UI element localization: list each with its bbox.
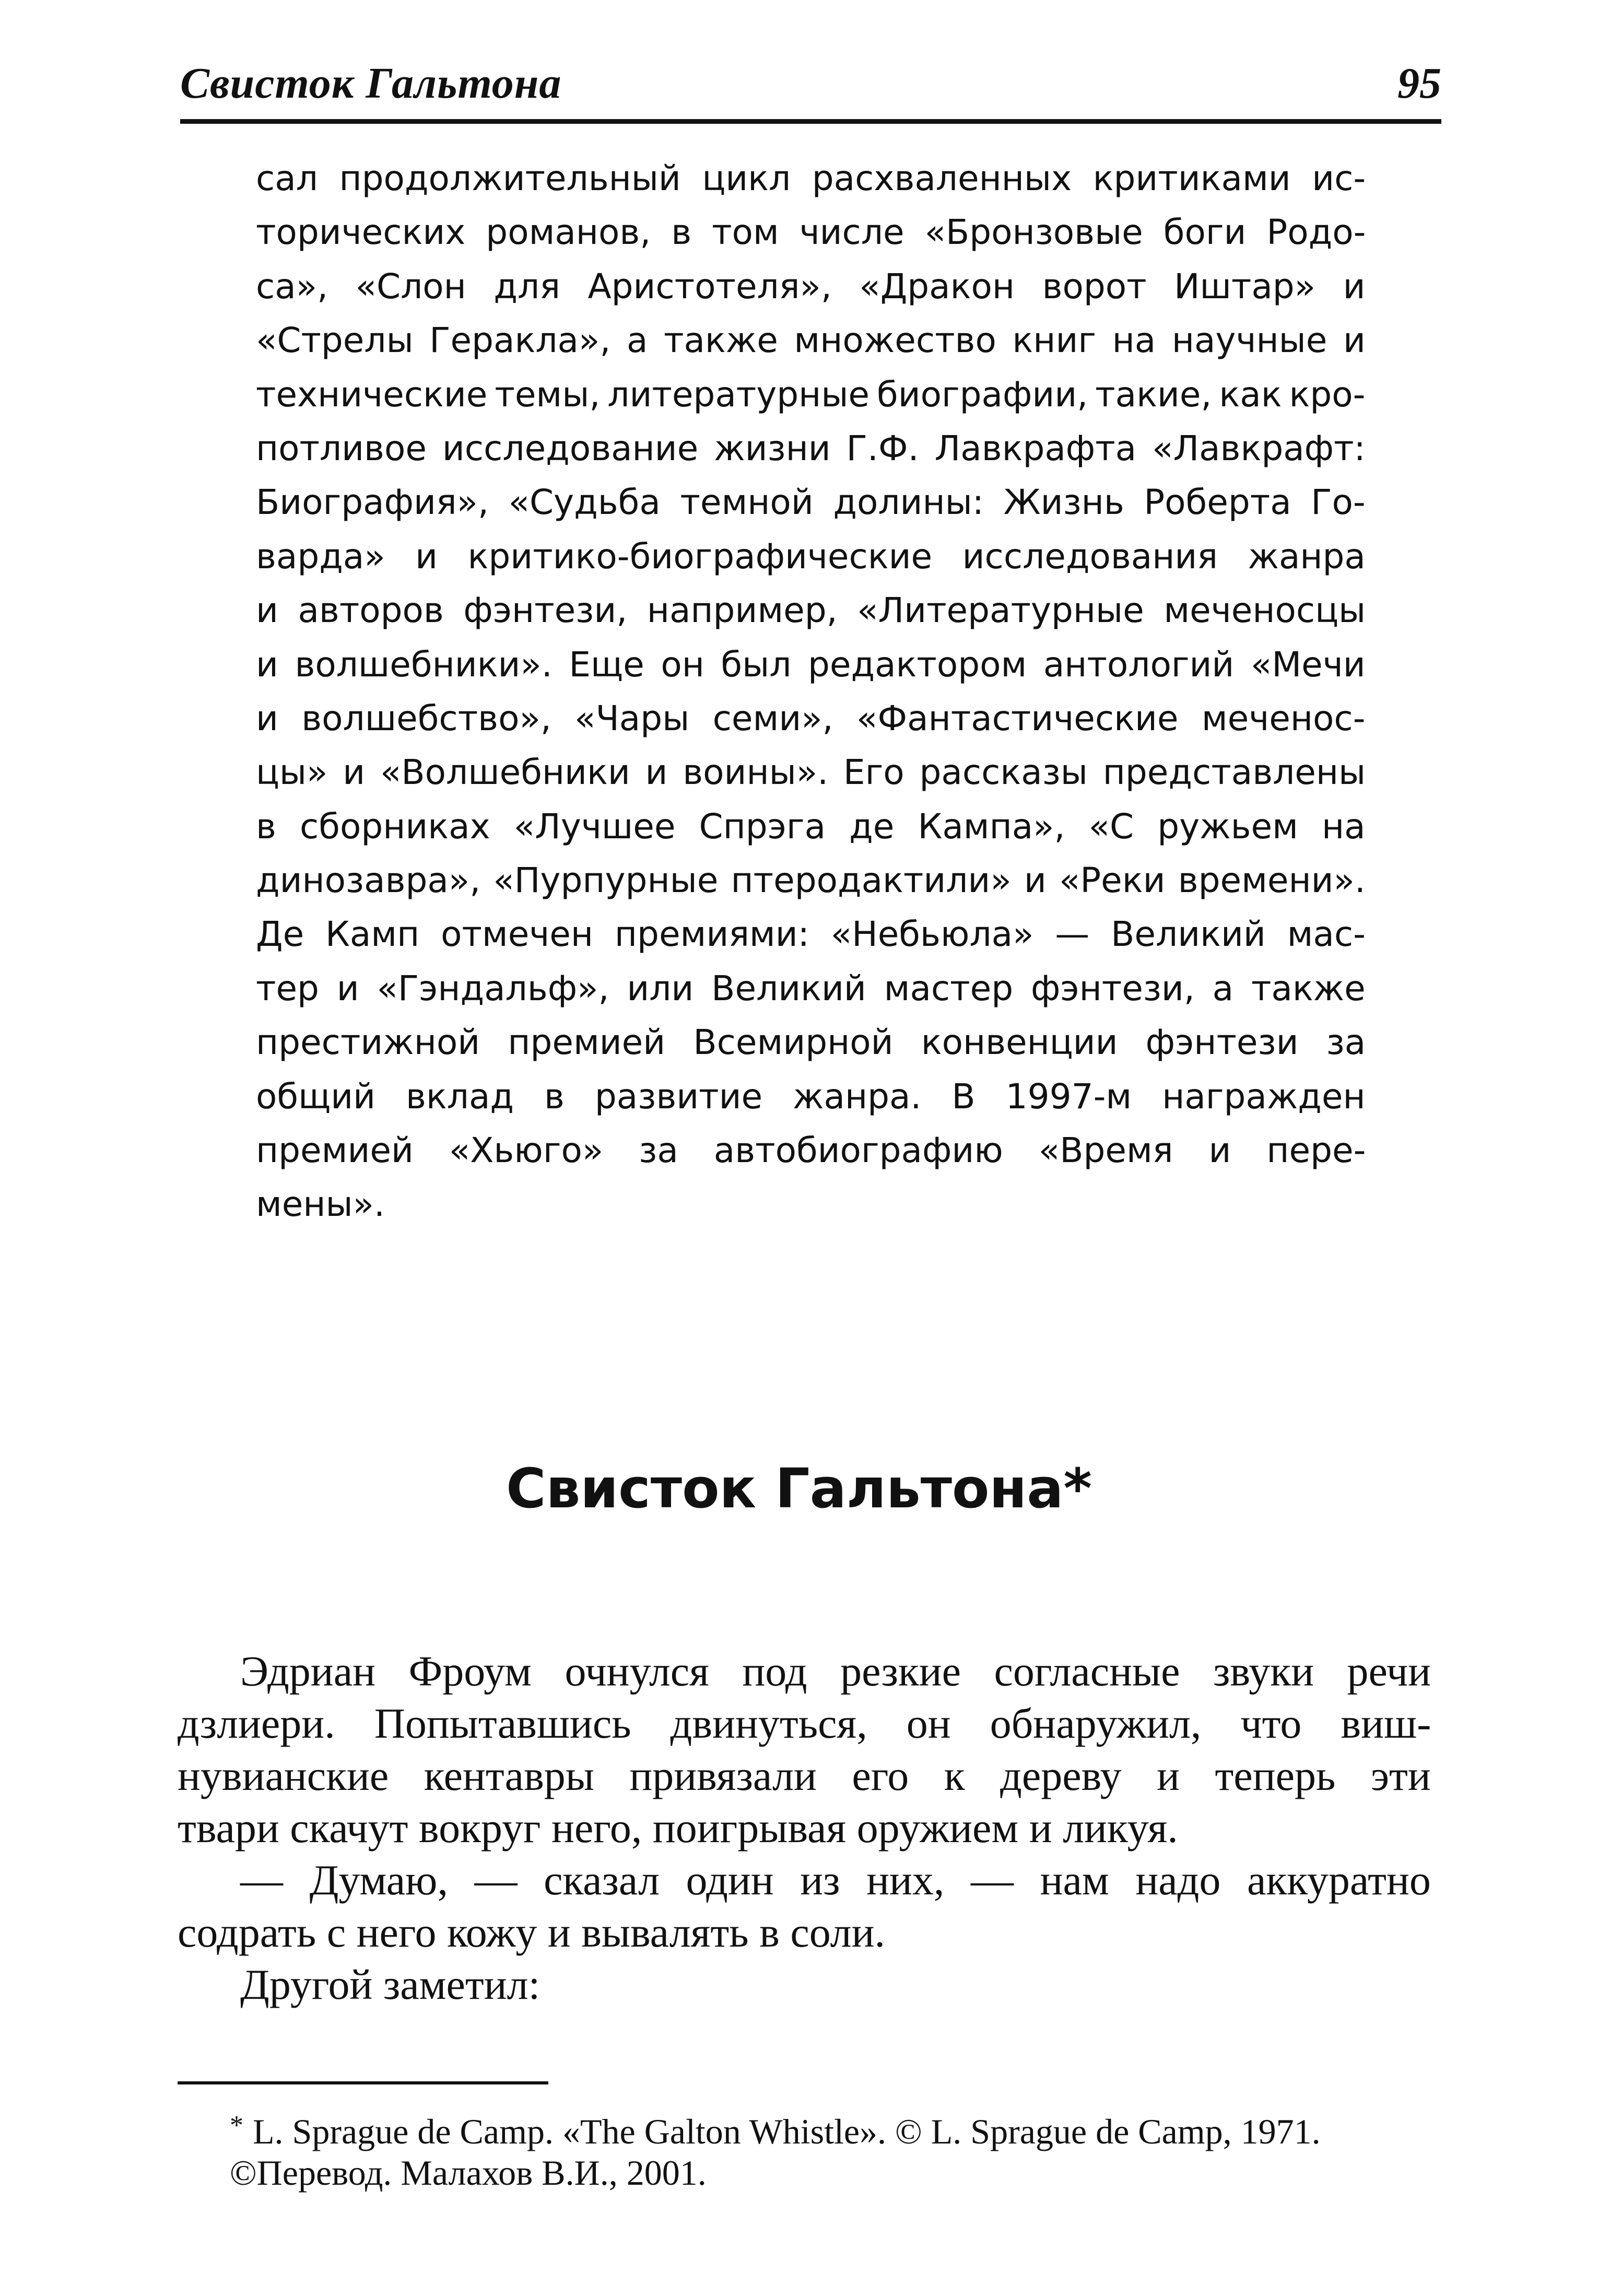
bio-line-text: са», «Слон для Аристотеля», «Дракон ворот Иштар» и [256,266,1366,307]
header-rule [180,119,1441,124]
bio-line [256,745,1366,799]
footnote-line [230,2102,1431,2149]
bio-line [256,475,1366,529]
bio-line [256,368,1366,421]
footnote-mark: * [230,2111,243,2140]
author-bio-paragraph [256,151,1366,1232]
story-line: дзлиери. Попытавшись двинуться, он обнаружил, что виш- [178,1700,1431,1747]
bio-line-text: и волшебство», «Чары семи», «Фантастические меченос- [256,698,1366,739]
bio-line [256,800,1366,853]
footnote-citation: L. Sprague de Camp. «The Galton Whistle». © L. Sprague de Camp, 1971. [253,2112,1321,2151]
bio-line [256,530,1366,583]
bio-line-text: торических романов, в том числе «Бронзовые боги Родо- [256,212,1366,253]
bio-line-text: престижной премией Всемирной конвенции фэнтези за [256,1022,1366,1063]
bio-line [256,260,1366,313]
bio-line [256,638,1366,692]
bio-line-text: Биография», «Судьба темной долины: Жизнь Роберта Го- [256,482,1366,523]
bio-line [256,1177,1366,1231]
bio-line-text: «Стрелы Геракла», а также множество книг на научные и [256,320,1366,361]
page-number: 95 [1397,59,1441,108]
bio-line-text: технические темы, литературные биографии, такие, как кро- [256,374,1366,415]
bio-line-text: в сборниках «Лучшее Спрэга де Кампа», «С ружьем на [256,806,1366,847]
running-header [180,55,1441,112]
bio-line [256,151,1366,205]
bio-line-text: цы» и «Волшебники и воины». Его рассказы представлены [256,752,1366,793]
bio-line [256,205,1366,259]
bio-line [256,962,1366,1015]
bio-line [256,421,1366,475]
bio-line-text: общий вклад в развитие жанра. В 1997-м награжден [256,1076,1366,1117]
bio-line-text: мены». [256,1184,385,1225]
story-title: Свисток Гальтона* [506,1457,1092,1520]
bio-line-text: и волшебники». Еще он был редактором антологий «Мечи [256,644,1366,685]
bio-line [256,313,1366,367]
story-line: содрать с него кожу и вывалять в соли. [178,1908,885,1956]
footnote-translation: ©Перевод. Малахов В.И., 2001. [230,2153,707,2193]
story-line: — Думаю, — сказал один из них, — нам надо аккуратно [240,1856,1431,1904]
footnote [230,2102,1431,2196]
story-line: нувианские кентавры привязали его к дереву и теперь эти [178,1752,1431,1799]
story-line: Другой заметил: [240,1961,540,2008]
running-title: Свисток Гальтона [180,59,562,108]
bio-line-text: премией «Хьюго» за автобиографию «Время и пере- [256,1130,1366,1171]
footnote-line [230,2149,1431,2196]
bio-line-text: потливое исследование жизни Г.Ф. Лавкрафта «Лавкрафт: [256,428,1366,468]
story-line: твари скачут вокруг него, поигрывая оружием и ликуя. [178,1804,1178,1852]
bio-line [256,1070,1366,1123]
bio-line [256,1015,1366,1069]
bio-line-text: тер и «Гэндальф», или Великий мастер фэнтези, а также [256,968,1366,1009]
bio-line-text: Де Камп отмечен премиями: «Небьюла» — Великий мас- [256,914,1366,955]
bio-line-text: варда» и критико-биографические исследования жанра [256,536,1366,577]
bio-line [256,1123,1366,1177]
bio-line [256,583,1366,637]
footnote-rule [178,2081,548,2084]
bio-line [256,692,1366,745]
bio-line [256,853,1366,907]
bio-line [256,907,1366,961]
story-line: Эдриан Фроум очнулся под резкие согласные звуки речи [240,1647,1431,1695]
story-text [178,1645,1431,2011]
bio-line-text: динозавра», «Пурпурные птеродактили» и «Реки времени». [256,860,1366,901]
bio-line-text: и авторов фэнтези, например, «Литературные меченосцы [256,590,1366,631]
bio-line-text: сал продолжительный цикл расхваленных критиками ис- [256,158,1366,198]
